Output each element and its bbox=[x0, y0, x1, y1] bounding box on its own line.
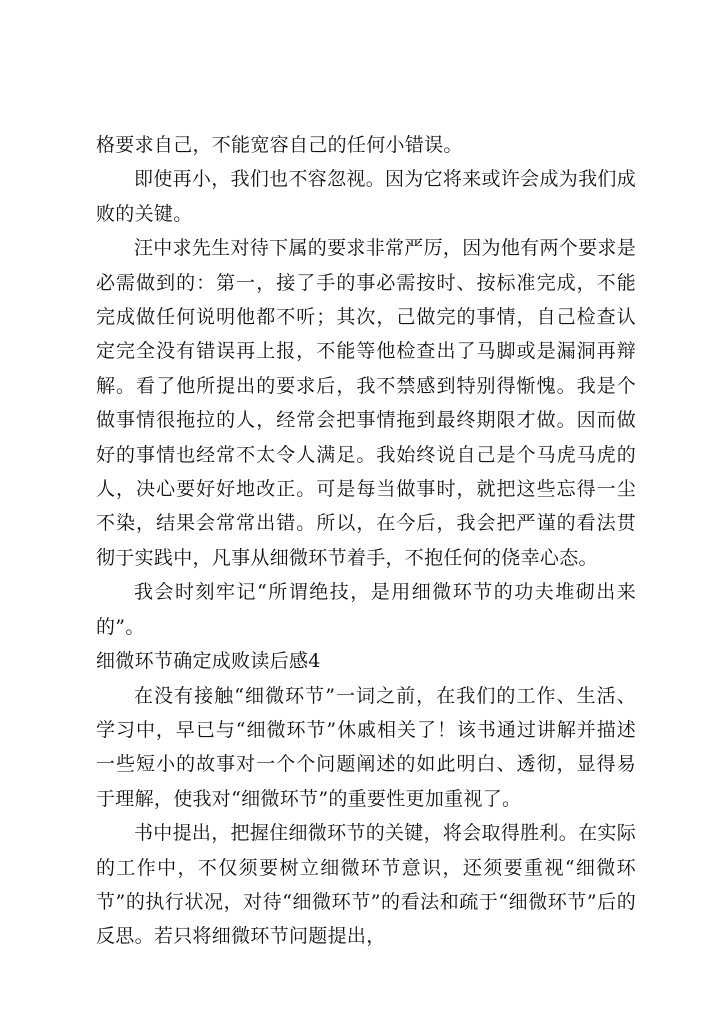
paragraph-5: 在没有接触“细微环节”一词之前，在我们的工作、生活、学习中，早已与“细微环节”休戚相关了！该书通过讲解并描述一些短小的故事对一个个问题阐述的如此明白、透彻，显得易于理解，使我对“细微环节”的重要性更加重视了。 bbox=[96, 684, 636, 810]
paragraph-2: 即使再小，我们也不容忽视。因为它将来或许会成为我们成败的关键。 bbox=[96, 168, 636, 225]
section-heading: 细微环节确定成败读后感4 bbox=[96, 650, 321, 673]
paragraph-3: 汪中求先生对待下属的要求非常严厉，因为他有两个要求是必需做到的：第一，接了手的事必需按时、按标准完成，不能完成做任何说明他都不听；其次，己做完的事情，自己检查认定完全没有错误再上报，不能等他检查出了马脚或是漏洞再辩解。看了他所提出的要求后，我不禁感到特别得惭愧。我是个做事情很拖拉的人，经常会把事情拖到最终期限才做。因而做好的事情也经常不太令人满足。我始终说自己是个马虎马虎的人，决心要好好地改正。可是每当做事时，就把这些忘得一尘不染，结果会常常出错。所以，在今后，我会把严谨的看法贯彻于实践中，凡事从细微环节着手，不抱任何的侥幸心态。 bbox=[96, 237, 636, 569]
document-body bbox=[96, 128, 636, 954]
paragraph-1: 格要求自己，不能宽容自己的任何小错误。 bbox=[96, 134, 463, 156]
paragraph-4: 我会时刻牢记“所谓绝技，是用细微环节的功夫堆砌出来的”。 bbox=[96, 581, 636, 638]
paragraph-6: 书中提出，把握住细微环节的关键，将会取得胜利。在实际的工作中，不仅须要树立细微环节意识，还须要重视“细微环节”的执行状况，对待“细微环节”的看法和疏于“细微环节”后的反思。若只将细微环节问题提出， bbox=[96, 822, 636, 948]
